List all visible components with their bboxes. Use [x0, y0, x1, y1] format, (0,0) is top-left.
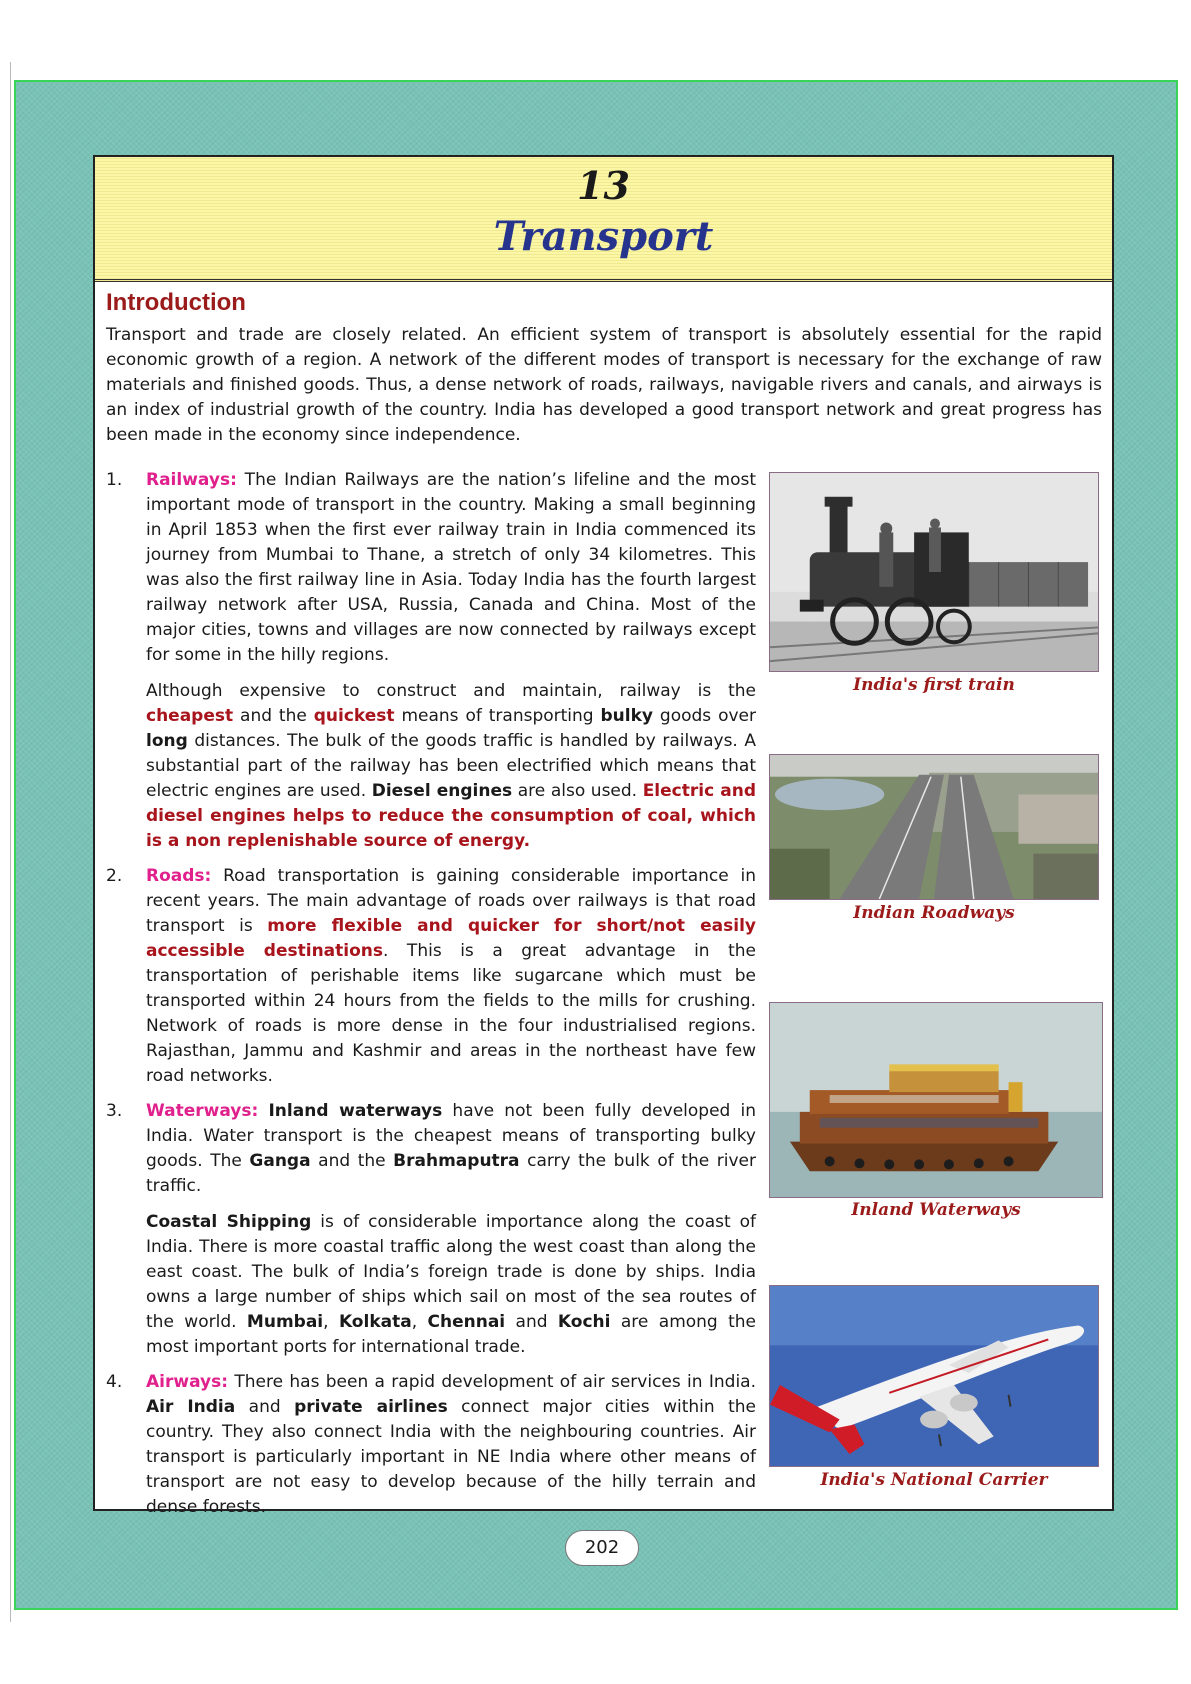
emphasis-coastal-shipping: Coastal Shipping	[146, 1212, 312, 1232]
list-item-airways	[106, 1370, 756, 1520]
text-run: carry the bulk of the river traffic.	[146, 1151, 756, 1196]
text-run: ,	[323, 1312, 339, 1332]
waterways-lead: Waterways:	[146, 1101, 259, 1121]
text-run: ,	[411, 1312, 428, 1332]
page-number: 202	[565, 1530, 639, 1566]
text-run: and the	[233, 706, 314, 726]
railways-text: The Indian Railways are the nation’s lifeline and the most important mode of transport in the country. Making a small beginning in April 1853 when the first ever railway train in India commenced its journey from Mumbai to Thane, a stretch of only 34 kilometres. This was also the first railway line in Asia. Today India has the fourth largest railway network after USA, Russia, Canada and China. Most of the major cities, towns and villages are now connected by railways except for some in the hilly regions.	[146, 470, 756, 665]
text-run: . This is a great advantage in the transportation of perishable items like sugarcane which must be transported within 24 hours from the fields to the mills for crushing. Network of roads is more dense in the four industrialised regions. Rajasthan, Jammu and Kashmir and areas in the northeast have few road networks.	[146, 941, 756, 1086]
text-run: are also used.	[512, 781, 643, 801]
emphasis-diesel-engines: Diesel engines	[371, 781, 513, 801]
roadways-photo	[769, 754, 1099, 900]
text-run: distances. The bulk of the goods traffic is handled by railways. A substantial part of the railway has been electrified which means that electric engines are used.	[146, 731, 756, 801]
railways-lead: Railways:	[146, 470, 237, 490]
emphasis-inland-waterways: Inland waterways	[268, 1101, 443, 1121]
emphasis-private-airlines: private airlines	[294, 1397, 448, 1417]
list-item-railways	[106, 468, 756, 854]
emphasis-quickest: quickest	[313, 706, 395, 726]
airways-lead: Airways:	[146, 1372, 229, 1392]
emphasis-cheapest: cheapest	[146, 706, 234, 726]
text-run: goods over	[653, 706, 756, 726]
train-photo	[769, 472, 1099, 672]
text-run: and	[505, 1312, 558, 1332]
transport-modes-list	[106, 468, 756, 1520]
waterways-caption: Inland Waterways	[851, 1200, 1021, 1220]
text-run: are among the most important ports for international trade.	[146, 1312, 757, 1357]
list-number: 3.	[106, 1101, 123, 1121]
emphasis-energy-note: Electric and diesel engines helps to reduce the consumption of coal, which is a non replenishable source of energy.	[146, 781, 756, 851]
emphasis-mumbai: Mumbai	[246, 1312, 324, 1332]
introduction-paragraph: Transport and trade are closely related. An efficient system of transport is absolutely essential for the rapid economic growth of a region. A network of the different modes of transport is necessary for the exchange of raw materials and finished goods. Thus, a dense network of roads, railways, navigable rivers and canals, and airways is an index of industrial growth of the country. India has developed a good transport network and great progress has been made in the economy since independence.	[106, 325, 1102, 445]
emphasis-kolkata: Kolkata	[338, 1312, 412, 1332]
text-run: Road transportation is gaining considerable importance in recent years. The main advantage of roads over railways is that road transport is	[146, 866, 756, 936]
list-number: 4.	[106, 1372, 123, 1392]
list-number: 1.	[106, 470, 123, 490]
emphasis-air-india: Air India	[146, 1397, 236, 1417]
emphasis-bulky: bulky	[600, 706, 654, 726]
roads-lead: Roads:	[146, 866, 212, 886]
train-caption: India's first train	[853, 675, 1015, 695]
crop-mark	[10, 62, 11, 1622]
railways-paragraph-1	[146, 468, 756, 668]
text-run: means of transporting	[394, 706, 601, 726]
text-run: connect major cities within the country. They also connect India with the neighbouring countries. Air transport is particularly important in NE India where other means of transport are not easy to develop because of the hilly terrain and dense forests.	[146, 1397, 756, 1517]
chapter-title: Transport	[493, 213, 714, 260]
emphasis-chennai: Chennai	[427, 1312, 506, 1332]
chapter-title-band	[95, 157, 1112, 282]
text-run: have not been fully developed in India. Water transport is the cheapest means of transporting bulky goods. The	[146, 1101, 756, 1171]
text-run: and the	[310, 1151, 394, 1171]
airways-paragraph	[146, 1370, 756, 1520]
text-run: Although expensive to construct and maintain, railway is the	[146, 681, 756, 701]
list-item-roads	[106, 864, 756, 1089]
list-number: 2.	[106, 866, 123, 886]
emphasis-ganga: Ganga	[249, 1151, 311, 1171]
emphasis-flexible: more flexible and quicker for short/not easily accessible destinations	[146, 916, 756, 961]
waterways-paragraph-1	[146, 1099, 756, 1199]
list-item-waterways	[106, 1099, 756, 1360]
introduction-heading: Introduction	[106, 289, 246, 316]
waterways-photo	[769, 1002, 1103, 1198]
text-run: and	[235, 1397, 295, 1417]
roadways-caption: Indian Roadways	[853, 903, 1015, 923]
national-carrier-caption: India's National Carrier	[820, 1470, 1048, 1490]
emphasis-kochi: Kochi	[557, 1312, 611, 1332]
content-box	[93, 155, 1114, 1517]
engine-number-plate: 98	[807, 614, 819, 625]
emphasis-brahmaputra: Brahmaputra	[393, 1151, 520, 1171]
text-run: is of considerable importance along the coast of India. There is more coastal traffic along the west coast than along the east coast. The bulk of India’s foreign trade is done by ships. India owns a large number of ships which sail on most of the sea routes of the world.	[146, 1212, 756, 1332]
roads-paragraph	[146, 864, 756, 1089]
waterways-paragraph-2	[146, 1210, 756, 1360]
national-carrier-photo	[769, 1285, 1099, 1467]
chapter-number: 13	[577, 163, 630, 208]
railways-paragraph-2	[146, 679, 756, 854]
text-run: There has been a rapid development of air services in India.	[228, 1372, 756, 1392]
emphasis-long: long	[146, 731, 188, 751]
